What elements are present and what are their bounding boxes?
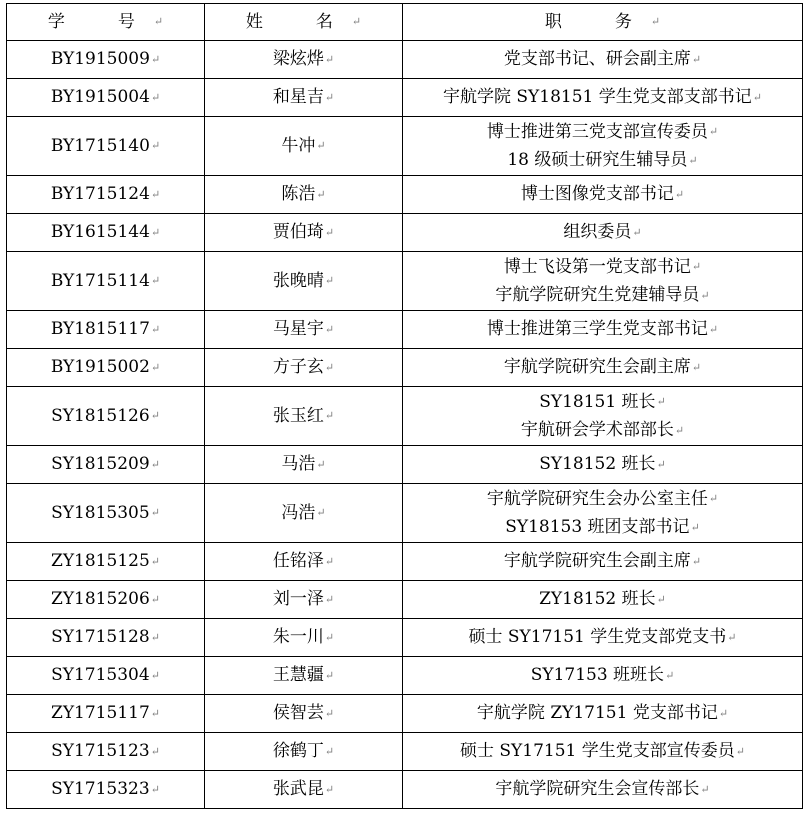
cell-text: SY1715304 bbox=[51, 665, 150, 686]
table-row bbox=[7, 387, 803, 446]
cell-text: 博士飞设第一党支部书记 bbox=[503, 256, 691, 277]
cell-text: BY1715114 bbox=[50, 270, 150, 291]
student-id-cell bbox=[7, 176, 205, 214]
name-cell bbox=[205, 446, 403, 484]
role-cell bbox=[403, 117, 803, 176]
cell-text: SY1815305 bbox=[51, 502, 150, 523]
return-mark: ↵ bbox=[150, 90, 161, 104]
role-cell bbox=[403, 484, 803, 543]
return-mark: ↵ bbox=[150, 360, 161, 374]
return-mark: ↵ bbox=[700, 782, 710, 796]
table-row bbox=[7, 619, 803, 657]
return-mark: ↵ bbox=[324, 274, 335, 288]
return-mark: ↵ bbox=[150, 322, 161, 336]
cell-text: 宇航学院研究生会宣传部长 bbox=[495, 779, 700, 800]
cell-text: 张玉红 bbox=[272, 405, 324, 426]
return-mark: ↵ bbox=[735, 744, 745, 758]
student-id-cell bbox=[7, 79, 205, 117]
table-row bbox=[7, 543, 803, 581]
return-mark: ↵ bbox=[150, 187, 161, 201]
return-mark: ↵ bbox=[656, 592, 666, 606]
role-line bbox=[403, 118, 802, 147]
cell-text: 徐鹤丁 bbox=[272, 741, 324, 762]
return-mark: ↵ bbox=[691, 52, 702, 66]
student-id-cell bbox=[7, 311, 205, 349]
role-cell bbox=[403, 387, 803, 446]
role-cell bbox=[403, 252, 803, 311]
role-line bbox=[403, 146, 802, 175]
return-mark: ↵ bbox=[324, 782, 335, 796]
table-row bbox=[7, 41, 803, 79]
cell-text: BY1915009 bbox=[50, 49, 150, 70]
role-line bbox=[403, 485, 802, 514]
return-mark: ↵ bbox=[150, 409, 160, 423]
table-row bbox=[7, 446, 803, 484]
student-id-cell bbox=[7, 619, 205, 657]
return-mark: ↵ bbox=[324, 554, 335, 568]
role-line bbox=[403, 585, 802, 614]
cell-text: 宇航学院研究生会办公室主任 bbox=[486, 488, 708, 509]
cell-text: 贾伯琦 bbox=[272, 222, 324, 243]
name-cell bbox=[205, 484, 403, 543]
cell-text: ZY1715117 bbox=[51, 703, 150, 724]
cell-text: SY1715128 bbox=[51, 627, 150, 648]
name-cell bbox=[205, 214, 403, 252]
cell-text: BY1715140 bbox=[50, 135, 150, 156]
cell-text: 宇航学院 SY18151 学生党支部支部书记 bbox=[443, 87, 752, 108]
name-cell bbox=[205, 733, 403, 771]
cell-text: SY1715323 bbox=[51, 779, 150, 800]
role-line bbox=[403, 547, 802, 576]
name-cell bbox=[205, 695, 403, 733]
name-cell bbox=[205, 79, 403, 117]
return-mark: ↵ bbox=[700, 288, 710, 302]
cell-text: SY1715123 bbox=[51, 741, 150, 762]
return-mark: ↵ bbox=[324, 592, 335, 606]
return-mark: ↵ bbox=[150, 554, 160, 568]
cell-text: 宇航学院研究生会副主席 bbox=[503, 357, 691, 378]
return-mark: ↵ bbox=[150, 506, 160, 520]
return-mark: ↵ bbox=[656, 395, 666, 408]
return-mark: ↵ bbox=[150, 630, 160, 644]
return-mark: ↵ bbox=[150, 274, 161, 288]
return-mark: ↵ bbox=[674, 423, 685, 437]
role-line bbox=[403, 45, 802, 74]
role-cell bbox=[403, 733, 803, 771]
role-cell bbox=[403, 581, 803, 619]
student-id-cell bbox=[7, 117, 205, 176]
role-line bbox=[403, 253, 802, 282]
cell-text: 宇航学院研究生会副主席 bbox=[503, 551, 691, 572]
student-id-cell bbox=[7, 484, 205, 543]
column-header-role: 职 务↵ bbox=[403, 4, 803, 41]
name-cell bbox=[205, 117, 403, 176]
column-header-id: 学 号↵ bbox=[7, 4, 205, 41]
return-mark: ↵ bbox=[690, 520, 700, 534]
return-mark: ↵ bbox=[316, 187, 326, 201]
role-line bbox=[403, 661, 802, 690]
student-id-cell bbox=[7, 581, 205, 619]
cell-text: 宇航学院 ZY17151 党支部书记 bbox=[476, 703, 718, 724]
cell-text: 方子玄 bbox=[272, 357, 324, 378]
cell-text: 侯智芸 bbox=[272, 703, 324, 724]
name-cell bbox=[205, 311, 403, 349]
student-id-cell bbox=[7, 695, 205, 733]
student-id-cell bbox=[7, 387, 205, 446]
name-cell bbox=[205, 349, 403, 387]
return-mark: ↵ bbox=[632, 225, 642, 239]
cell-text: BY1915004 bbox=[50, 87, 150, 108]
return-mark: ↵ bbox=[708, 492, 719, 505]
table-row bbox=[7, 252, 803, 311]
return-mark: ↵ bbox=[752, 90, 762, 104]
return-mark: ↵ bbox=[150, 457, 160, 471]
return-mark: ↵ bbox=[324, 630, 335, 644]
cell-text: 刘一泽 bbox=[272, 589, 324, 610]
role-line bbox=[403, 699, 802, 728]
cell-text: 博士推进第三学生党支部书记 bbox=[486, 319, 708, 340]
return-mark: ↵ bbox=[691, 554, 702, 568]
role-line bbox=[403, 281, 802, 310]
return-mark: ↵ bbox=[150, 592, 160, 606]
cell-text: ZY1815125 bbox=[51, 551, 150, 572]
cell-text: 宇航学院研究生党建辅导员 bbox=[495, 285, 700, 305]
role-line bbox=[403, 775, 802, 804]
role-cell bbox=[403, 543, 803, 581]
cell-text: 牛冲 bbox=[281, 135, 316, 156]
student-id-cell bbox=[7, 252, 205, 311]
role-cell bbox=[403, 771, 803, 809]
cell-text: 冯浩 bbox=[281, 502, 316, 523]
role-line bbox=[403, 83, 802, 112]
cell-text: 博士推进第三党支部宣传委员 bbox=[486, 121, 708, 142]
table-row bbox=[7, 349, 803, 387]
name-cell bbox=[205, 252, 403, 311]
cell-text: 张武昆 bbox=[272, 779, 324, 800]
return-mark: ↵ bbox=[324, 322, 335, 336]
cell-text: BY1715124 bbox=[50, 184, 150, 205]
cell-text: 张晚晴 bbox=[272, 270, 324, 291]
table-row bbox=[7, 695, 803, 733]
return-mark: ↵ bbox=[150, 668, 160, 682]
table-row bbox=[7, 733, 803, 771]
cell-text: ZY1815206 bbox=[51, 589, 150, 610]
cell-text: SY17153 班班长 bbox=[530, 665, 665, 686]
column-header-name: 姓 名↵ bbox=[205, 4, 403, 41]
table-row bbox=[7, 117, 803, 176]
return-mark: ↵ bbox=[688, 153, 698, 167]
return-mark: ↵ bbox=[691, 260, 702, 273]
student-id-cell bbox=[7, 349, 205, 387]
cell-text: 和星吉 bbox=[272, 87, 324, 108]
role-line bbox=[403, 416, 802, 445]
role-cell bbox=[403, 79, 803, 117]
cell-text: 硕士 SY17151 学生党支部宣传委员 bbox=[460, 741, 735, 762]
role-line bbox=[403, 180, 802, 209]
table-row bbox=[7, 771, 803, 809]
return-mark: ↵ bbox=[324, 706, 335, 720]
return-mark: ↵ bbox=[150, 744, 160, 758]
member-table bbox=[6, 3, 803, 809]
student-id-cell bbox=[7, 41, 205, 79]
cell-text: 梁炫烨 bbox=[272, 49, 324, 70]
cell-text: 博士图像党支部书记 bbox=[520, 184, 674, 205]
return-mark: ↵ bbox=[691, 360, 702, 374]
return-mark: ↵ bbox=[665, 668, 675, 682]
student-id-cell bbox=[7, 771, 205, 809]
role-cell bbox=[403, 311, 803, 349]
cell-text: SY18151 班长 bbox=[539, 391, 656, 412]
name-cell bbox=[205, 176, 403, 214]
cell-text: BY1915002 bbox=[50, 357, 150, 378]
role-line bbox=[403, 450, 802, 479]
cell-text: SY18153 班团支部书记 bbox=[505, 517, 690, 537]
role-line bbox=[403, 353, 802, 382]
cell-text: SY18152 班长 bbox=[539, 454, 656, 475]
cell-text: 马星宇 bbox=[272, 319, 324, 340]
cell-text: 党支部书记、研会副主席 bbox=[503, 49, 691, 70]
return-mark: ↵ bbox=[674, 187, 685, 201]
role-cell bbox=[403, 176, 803, 214]
role-cell bbox=[403, 41, 803, 79]
role-line bbox=[403, 315, 802, 344]
name-cell bbox=[205, 581, 403, 619]
student-id-cell bbox=[7, 214, 205, 252]
cell-text: BY1615144 bbox=[50, 222, 150, 243]
cell-text: BY1815117 bbox=[50, 319, 150, 340]
role-cell bbox=[403, 657, 803, 695]
return-mark: ↵ bbox=[708, 322, 719, 336]
name-cell bbox=[205, 543, 403, 581]
return-mark: ↵ bbox=[324, 360, 335, 374]
table-row bbox=[7, 79, 803, 117]
role-line bbox=[403, 737, 802, 766]
return-mark: ↵ bbox=[324, 409, 335, 423]
return-mark: ↵ bbox=[324, 52, 335, 66]
return-mark: ↵ bbox=[718, 706, 729, 720]
return-mark: ↵ bbox=[150, 706, 160, 720]
name-cell bbox=[205, 41, 403, 79]
cell-text: 马浩 bbox=[281, 454, 316, 475]
student-id-cell bbox=[7, 657, 205, 695]
table-row bbox=[7, 176, 803, 214]
return-mark: ↵ bbox=[324, 225, 335, 239]
return-mark: ↵ bbox=[316, 457, 326, 471]
role-line bbox=[403, 623, 802, 652]
name-cell bbox=[205, 657, 403, 695]
table-row bbox=[7, 311, 803, 349]
cell-text: 组织委员 bbox=[563, 222, 632, 243]
cell-text: 任铭泽 bbox=[272, 551, 324, 572]
student-id-cell bbox=[7, 543, 205, 581]
return-mark: ↵ bbox=[324, 744, 335, 758]
role-cell bbox=[403, 446, 803, 484]
cell-text: 王慧疆 bbox=[272, 665, 324, 686]
cell-text: 朱一川 bbox=[272, 627, 324, 648]
role-cell bbox=[403, 349, 803, 387]
return-mark: ↵ bbox=[324, 90, 335, 104]
cell-text: 18 级硕士研究生辅导员 bbox=[507, 150, 688, 170]
name-cell bbox=[205, 771, 403, 809]
return-mark: ↵ bbox=[150, 139, 161, 153]
cell-text: 陈浩 bbox=[281, 184, 316, 205]
role-cell bbox=[403, 619, 803, 657]
cell-text: 硕士 SY17151 学生党支部党支书 bbox=[468, 627, 727, 648]
table-row bbox=[7, 581, 803, 619]
cell-text: 宇航研会学术部部长 bbox=[520, 420, 674, 440]
table-row bbox=[7, 657, 803, 695]
return-mark: ↵ bbox=[316, 506, 326, 520]
name-cell bbox=[205, 619, 403, 657]
role-line bbox=[403, 388, 802, 417]
role-cell bbox=[403, 214, 803, 252]
return-mark: ↵ bbox=[727, 630, 737, 644]
return-mark: ↵ bbox=[150, 225, 161, 239]
return-mark: ↵ bbox=[150, 52, 161, 66]
role-line bbox=[403, 513, 802, 542]
cell-text: ZY18152 班长 bbox=[539, 589, 656, 610]
role-line bbox=[403, 218, 802, 247]
student-id-cell bbox=[7, 446, 205, 484]
name-cell bbox=[205, 387, 403, 446]
cell-text: SY1815209 bbox=[51, 454, 150, 475]
return-mark: ↵ bbox=[150, 782, 160, 796]
student-id-cell bbox=[7, 733, 205, 771]
table-row bbox=[7, 214, 803, 252]
return-mark: ↵ bbox=[324, 668, 335, 682]
cell-text: SY1815126 bbox=[51, 405, 150, 426]
role-cell bbox=[403, 695, 803, 733]
return-mark: ↵ bbox=[656, 457, 666, 471]
return-mark: ↵ bbox=[316, 139, 326, 153]
return-mark: ↵ bbox=[708, 125, 719, 138]
table-row bbox=[7, 484, 803, 543]
header-row bbox=[7, 4, 803, 41]
